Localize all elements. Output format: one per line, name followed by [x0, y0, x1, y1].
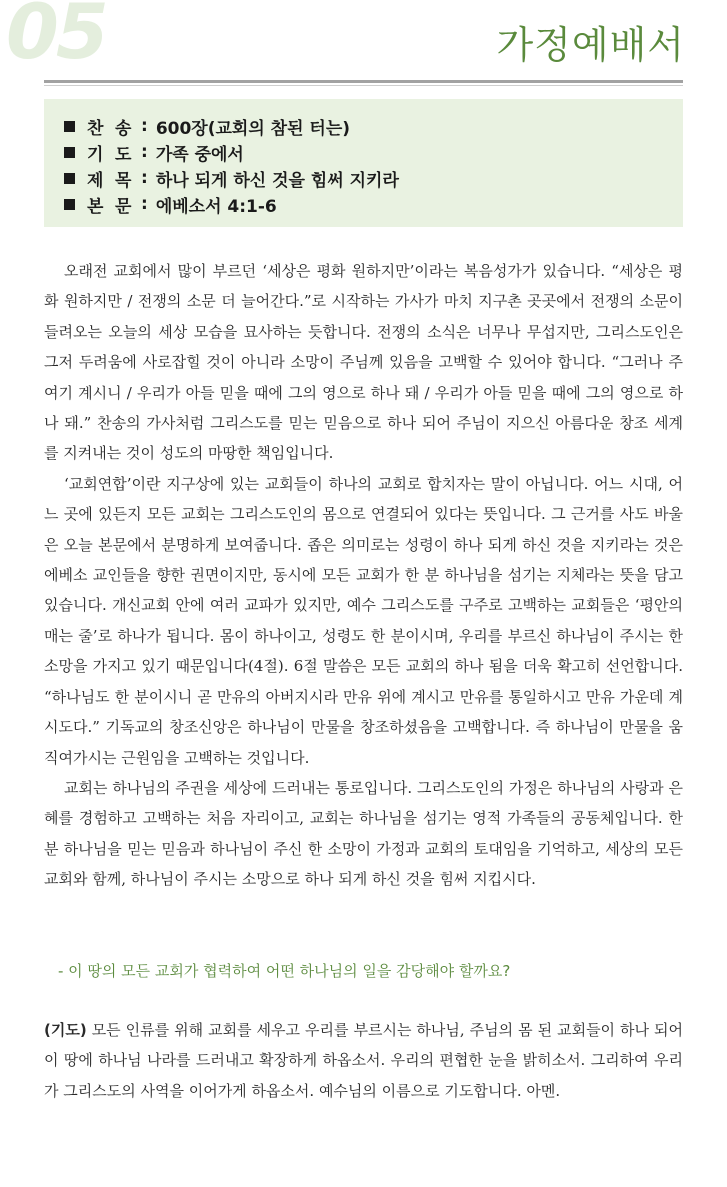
info-separator: : — [141, 142, 148, 162]
square-bullet-icon — [64, 147, 75, 158]
info-key: 찬 — [87, 118, 104, 139]
info-key: 본 — [87, 196, 104, 217]
info-key: 목 — [115, 170, 132, 191]
info-value: 600장(교회의 참된 터는) — [155, 118, 351, 139]
info-row-scripture — [64, 191, 683, 217]
discussion-question: - 이 땅의 모든 교회가 협력하여 어떤 하나님의 일을 감당해야 할까요? — [58, 962, 511, 980]
info-key: 문 — [115, 196, 132, 217]
body-paragraph: 오래전 교회에서 많이 부르던 ‘세상은 평화 원하지만’이라는 복음성가가 있습니다. “세상은 평화 원하지만 / 전쟁의 소문 더 늘어간다.”로 시작하는 가사가 마치 지구촌 곳곳에서 전쟁의 소문이 들려오는 오늘의 세상 모습을 묘사하는 듯합니다. 전쟁의 소식은 너무나 무섭지만, 그리스도인은 그저 두려움에 사로잡힐 것이 아니라 소망이 주님께 있음을 고백할 수 있어야 합니다. “그러나 주 여기 계시니 / 우리가 아들 믿을 때에 그의 영으로 하나 돼 / 우리가 아들 믿을 때에 그의 영으로 하나 돼.” 찬송의 가사처럼 그리스도를 믿는 믿음으로 하나 되어 주님이 지으신 아름다운 창조 세계를 지켜내는 것이 성도의 마땅한 책임입니다. — [44, 262, 683, 463]
info-key: 송 — [115, 118, 132, 139]
info-separator: : — [141, 116, 148, 136]
square-bullet-icon — [64, 173, 75, 184]
info-separator: : — [141, 168, 148, 188]
header-divider-thin — [44, 85, 683, 86]
info-separator: : — [141, 194, 148, 214]
prayer-text: 모든 인류를 위해 교회를 세우고 우리를 부르시는 하나님, 주님의 몸 된 교회들이 하나 되어 이 땅에 하나님 나라를 드러내고 확장하게 하옵소서. 우리의 편협한 눈을 밝히소서. 그리하여 우리가 그리스도의 사역을 이어가게 하옵소서. 예수님의 이름으로 기도합니다. 아멘. — [44, 1021, 683, 1100]
info-row-prayer — [64, 139, 683, 165]
info-value: 하나 되게 하신 것을 힘써 지키라 — [155, 170, 399, 191]
square-bullet-icon — [64, 121, 75, 132]
info-value: 에베소서 4:1-6 — [155, 196, 277, 217]
header-divider — [44, 80, 683, 83]
sermon-body — [44, 256, 683, 895]
info-key: 도 — [115, 144, 132, 165]
body-paragraph: ‘교회연합’이란 지구상에 있는 교회들이 하나의 교회로 합치자는 말이 아닙니다. 어느 시대, 어느 곳에 있든지 모든 교회는 그리스도인의 몸으로 연결되어 있다는 뜻입니다. 그 근거를 사도 바울은 오늘 본문에서 분명하게 보여줍니다. 좁은 의미로는 성령이 하나 되게 하신 것을 지키라는 것은 에베소 교인들을 향한 권면이지만, 동시에 모든 교회가 한 분 하나님을 섬기는 지체라는 뜻을 담고 있습니다. 개신교회 안에 여러 교파가 있지만, 예수 그리스도를 구주로 고백하는 교회들은 ‘평안의 매는 줄’로 하나가 됩니다. 몸이 하나이고, 성령도 한 분이시며, 우리를 부르신 하나님이 주시는 한 소망을 가지고 있기 때문입니다(4절). 6절 말씀은 모든 교회의 하나 됨을 더욱 확고히 선언합니다. “하나님도 한 분이시니 곧 만유의 아버지시라 만유 위에 계시고 만유를 통일하시고 만유 가운데 계시도다.” 기독교의 창조신앙은 하나님이 만물을 창조하셨음을 고백합니다. 즉 하나님이 만물을 움직여가시는 근원임을 고백하는 것입니다. — [44, 474, 683, 767]
info-value: 가족 중에서 — [155, 144, 244, 165]
info-row-hymn — [64, 113, 683, 139]
info-key: 기 — [87, 144, 104, 165]
square-bullet-icon — [64, 199, 75, 210]
body-paragraph: 교회는 하나님의 주권을 세상에 드러내는 통로입니다. 그리스도인의 가정은 하나님의 사랑과 은혜를 경험하고 고백하는 처음 자리이고, 교회는 하나님을 섬기는 영적 가족들의 공동체입니다. 한 분 하나님을 믿는 믿음과 하나님이 주신 한 소망이 가정과 교회의 토대임을 기억하고, 세상의 모든 교회와 함께, 하나님이 주시는 소망으로 하나 되게 하신 것을 힘써 지킵시다. — [44, 778, 683, 889]
prayer-label: (기도) — [44, 1021, 87, 1039]
info-key: 제 — [87, 170, 104, 191]
info-row-title — [64, 165, 683, 191]
section-number: 05 — [6, 0, 106, 76]
closing-prayer — [44, 1015, 683, 1106]
worship-info-box — [44, 99, 683, 227]
page-title: 가정예배서 — [496, 23, 685, 67]
